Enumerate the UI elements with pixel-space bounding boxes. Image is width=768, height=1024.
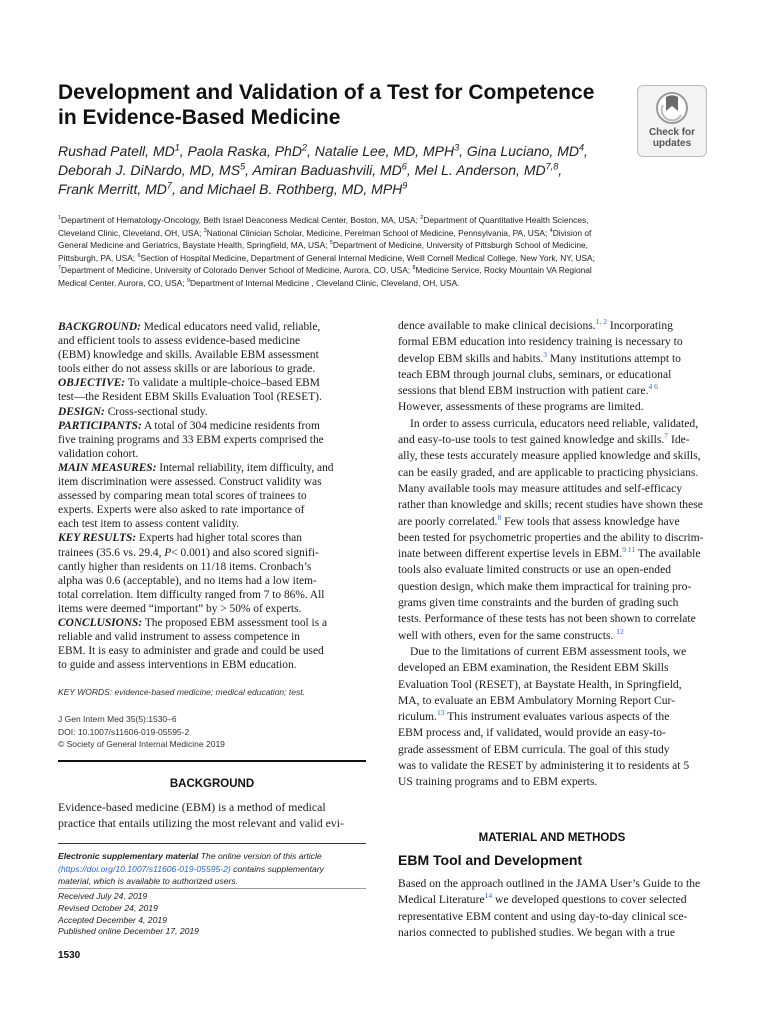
- keywords: KEY WORDS: evidence-based medicine; medical education; test.: [58, 687, 305, 697]
- abstract-label: MAIN MEASURES:: [58, 461, 157, 474]
- abstract-label: KEY RESULTS:: [58, 532, 137, 545]
- author-line: Deborah J. DiNardo, MD, $MS^5$, Amiran Baduashvili, $MD^6$, Mel L. Anderson, MD$^{7,8}$,: [58, 161, 563, 178]
- doi[interactable]: DOI: 10.1007/s11606-019-05595-2: [58, 726, 190, 737]
- abstract-label: DESIGN:: [58, 405, 105, 418]
- background-text: Evidence-based medicine (EBM) is a method of medical practice that entails utilizing the most relevant and valid evi-: [58, 800, 344, 830]
- check-for-updates-badge[interactable]: [637, 85, 707, 157]
- supplementary-link[interactable]: (https://doi.org/10.1007/s11606-019-05595-2): [58, 863, 231, 874]
- subsection-heading: EBM Tool and Development: [398, 852, 583, 868]
- title-line: in Evidence-Based Medicine: [58, 106, 341, 129]
- affiliation-line: $^1$Department of Hematology-Oncology, Beth Israel Deaconess Medical Center, Boston, MA, USA; $^2$Department of Quantitative Health Sciences,: [58, 215, 589, 225]
- methods-text: Based on the approach outlined in the JAMA User’s Guide to the Medical Literature$^{14}$ we developed questions to cover selected representative EBM content and using day-to-day clinical sce- narios connected to published studies. We began with a true: [398, 877, 701, 939]
- article-title: [58, 80, 618, 130]
- divider: [58, 888, 366, 889]
- author-list: [58, 142, 633, 199]
- copyright: © Society of General Internal Medicine 2019: [58, 739, 225, 749]
- author-line: Rushad Patell, $MD^1$, Paola Raska, PhD$^2$, Natalie Lee, MD, MPH$^3$, Gina Luciano, $MD^4$,: [58, 142, 588, 159]
- affiliation-line: Cleveland Clinic, Cleveland, OH, USA; $^3$National Clinician Scholar, Medicine, Perelman School of Medicine, Pennsylvania, PA, USA; $^4$Division of: [58, 227, 592, 238]
- badge-label: updates: [652, 138, 692, 149]
- affiliation-line: General Medicine and Geriatrics, Baystate Health, Springfield, MA, USA; $^5$Department of Medicine, University of Pittsburgh School of Medicine,: [58, 240, 588, 251]
- affiliation-line: $^7$Department of Medicine, University of Colorado Denver School of Medicine, Aurora, CO, USA; $^8$Medicine Service, Rocky Mountain VA Regional: [58, 265, 592, 276]
- supplementary-material-note: Electronic supplementary material The online version of this article (https://doi.org/10.1007/s11606-019-05595-2) contains supplementary material, which is available to authorized users.: [58, 851, 324, 887]
- abstract-label: OBJECTIVE:: [58, 377, 126, 390]
- check-for-updates-icon: [655, 91, 689, 125]
- abstract-label: BACKGROUND:: [58, 321, 141, 333]
- author-line: Frank Merritt, $MD^7$, and Michael B. Rothberg, MD, MPH$^9$: [58, 180, 408, 197]
- page-number: 1530: [58, 950, 81, 961]
- abstract-label: PARTICIPANTS:: [58, 419, 142, 432]
- right-column-text: dence available to make clinical decisions.$^{1, 2}$ Incorporating formal EBM education into residency training is necessary to develop EBM skills and habits.$^3$ Many institutions attempt to teach EBM through journal clubs, seminars, or educational sessions that blend EBM instruction with patient care.$^{4 6}$ However, assessments of these programs are limited. In order to assess curricula, educators need reliable, validated, and easy-to-use tools to test gained knowledge and skills.$^7$ Ide- ally, these tests accurately measure applied knowledge and skills, can be easily graded, and are applicable to practicing physicians. Many available tools may measure attitudes and self-efficacy rather than knowledge and skills; recent studies have shown these are poorly correlated.$^8$ Few tools that assess knowledge have been tested for psychometric properties and the ability to discrim- inate between different expertise levels in EBM.$^{9 11}$ The available tools also evaluate limited constructs or use an open-ended question design, which make them impractical for training pro- grams given time constraints and the burden of grading such tests. Performance of these tests has not been shown to correlate well with others, even for the same constructs. $^{12}$ Due to the limitations of current EBM assessment tools, we developed an EBM examination, the Resident EBM Skills Evaluation Tool (RESET), at Baystate Health, in Springfield, MA, to evaluate an EBM Ambulatory Morning Report Cur- riculum.$^{13}$ This instrument evaluates various aspects of the EBM process and, if validated, would provide an easy-to- grade assessment of EBM curricula. The goal of this study was to validate the RESET by administering it to residents at 5 US training programs and to EBM experts.: [398, 317, 704, 789]
- abstract: BACKGROUND: Medical educators need valid, reliable, and efficient tools to assess evidence-based medicine (EBM) knowledge and skills. Available EBM assessment tools either do not assess skills or are laborious to grade. OBJECTIVE: To validate a multiple-choice–based EBM test—the Resident EBM Skills Evaluation Tool (RESET). DESIGN: Cross-sectional study. PARTICIPANTS: A total of 304 medicine residents from five training programs and 33 EBM experts comprised the validation cohort. MAIN MEASURES: Internal reliability, item difficulty, and item discrimination were assessed. Construct validity was assessed by comparing mean total scores of trainees to experts. Experts were also asked to rate importance of each test item to assess content validity. KEY RESULTS: Experts had higher total scores than trainees (35.6 vs. 29.4, P< 0.001) and also scored signifi- cantly higher than residents on 11/18 items. Cronbach’s alpha was 0.6 (acceptable), and no items had a low item- total correlation. Item difficulty ranged from 7 to 86%. All items were deemed “important” by > 50% of experts. CONCLUSIONS: The proposed EBM assessment tool is a reliable and valid instrument to assess competence in EBM. It is easy to administer and grade and could be used to guide and assess interventions in EBM education.: [58, 321, 334, 672]
- divider: [58, 760, 366, 762]
- journal-reference: J Gen Intern Med 35(5):1530–6: [58, 714, 177, 724]
- affiliation-line: Pittsburgh, PA, USA; $^6$Section of Hospital Medicine, Department of General Internal Medicine, Weill Cornell Medical College, New York, NY, USA;: [58, 252, 595, 263]
- section-heading-methods: MATERIAL AND METHODS: [478, 832, 626, 844]
- title-line: Development and Validation of a Test for Competence: [58, 81, 595, 104]
- section-heading-background: BACKGROUND: [169, 778, 255, 790]
- affiliation-line: Medical Center, Aurora, CO, USA; $^9$Department of Internal Medicine , Cleveland Clinic, Cleveland, OH, USA.: [58, 277, 460, 288]
- citation-info: [58, 713, 225, 751]
- badge-label: Check for: [648, 127, 696, 138]
- divider: [58, 843, 366, 844]
- abstract-label: CONCLUSIONS:: [58, 616, 143, 629]
- publication-dates: Received July 24, 2019 Revised October 24, 2019 Accepted December 4, 2019 Published online December 17, 2019: [58, 891, 199, 937]
- affiliations: [58, 214, 710, 290]
